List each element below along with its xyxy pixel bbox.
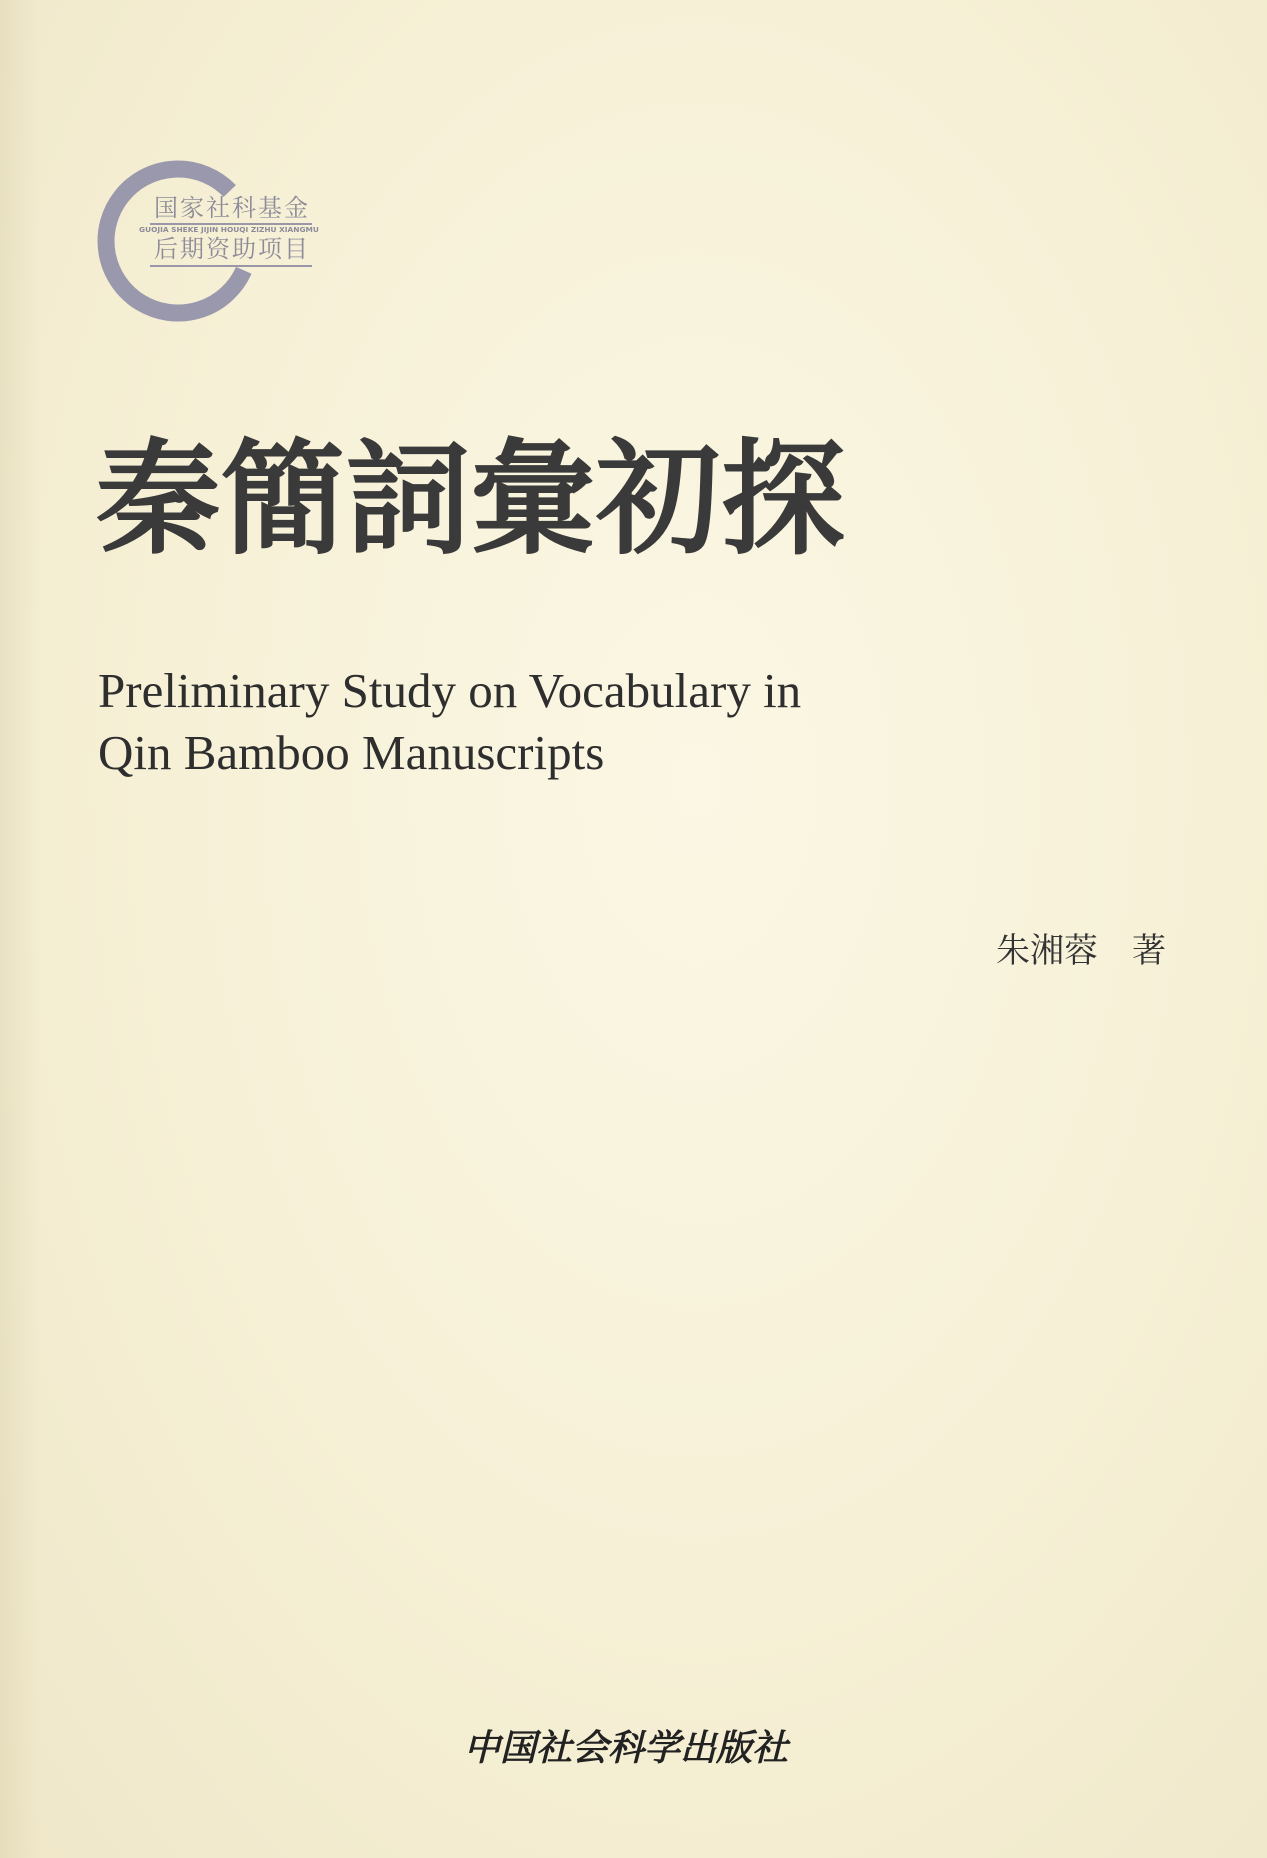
author-credit	[996, 929, 1166, 973]
english-title-line1: Preliminary Study on Vocabulary in	[98, 663, 802, 718]
logo-text-line2: 后期资助项目	[154, 235, 310, 263]
logo-divider	[150, 265, 312, 267]
author-role: 著	[1132, 931, 1166, 971]
logo-romanization: GUOJIA SHEKE JIJIN HOUQI ZIZHU XIANGMU	[139, 225, 319, 234]
english-title	[98, 660, 801, 784]
logo-text-line1: 国家社科基金	[154, 194, 310, 222]
chinese-title: 秦簡詞彙初探	[96, 427, 847, 572]
publisher-name: 中国社会科学出版社	[464, 1727, 789, 1769]
logo-ring-icon	[0, 0, 400, 360]
english-title-line2: Qin Bamboo Manuscripts	[98, 725, 605, 780]
author-name: 朱湘蓉	[996, 931, 1098, 971]
